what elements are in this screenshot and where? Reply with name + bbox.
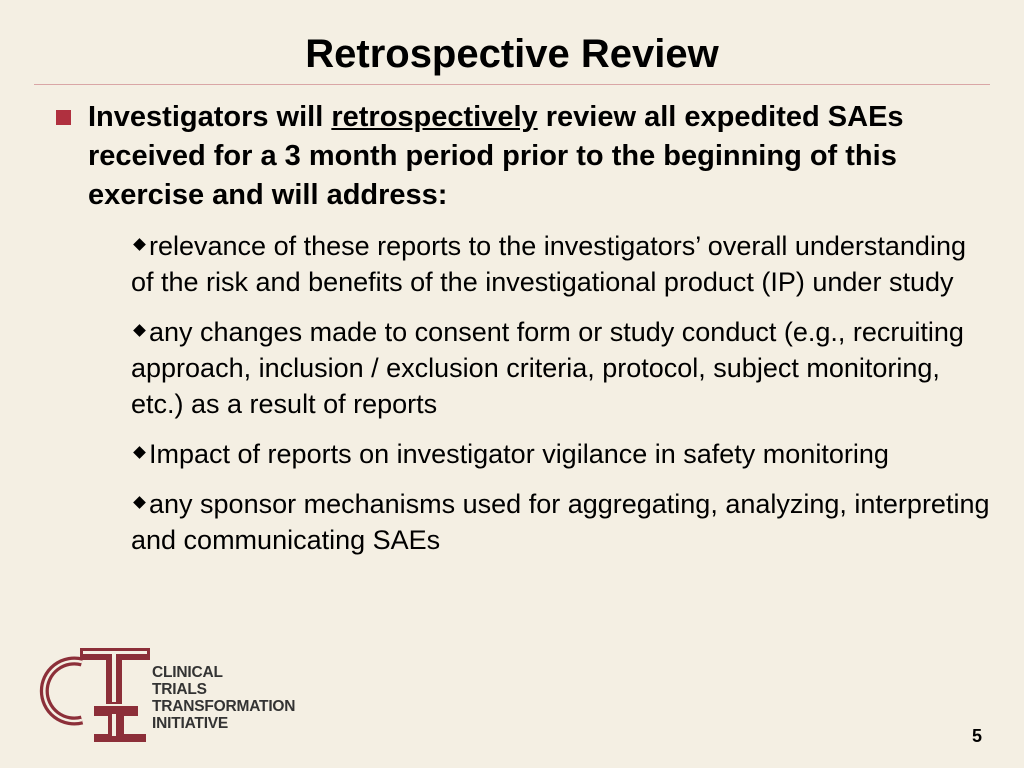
sub-bullet <box>131 228 991 300</box>
title-divider <box>34 84 990 85</box>
sub-bullet <box>131 314 991 422</box>
logo-line: INITIATIVE <box>152 715 229 732</box>
sub-bullet-text: any changes made to consent form or study conduct (e.g., recruiting approach, inclusion / exclusion criteria, protocol, subject monitoring, etc.) as a result of reports <box>131 317 964 419</box>
main-bullet-after: review all expedited SAEs received for a 3 month period prior to the beginning of this exercise and will address: <box>88 101 904 211</box>
main-bullet-emphasis: retrospectively <box>331 101 538 133</box>
slide-title: Retrospective Review <box>305 32 719 76</box>
page-number: 5 <box>971 726 982 746</box>
logo-line: TRANSFORMATION <box>152 698 296 715</box>
logo-line: CLINICAL <box>152 664 223 681</box>
sub-bullet-text: Impact of reports on investigator vigilance in safety monitoring <box>149 439 889 469</box>
diamond-bullet-icon <box>133 496 146 509</box>
logo-line: TRIALS <box>152 681 207 698</box>
sub-bullet-text: any sponsor mechanisms used for aggregating, analyzing, interpreting and communicating SAEs <box>131 489 990 555</box>
sub-bullet <box>131 436 991 472</box>
sub-bullet <box>131 486 991 558</box>
logo-text <box>152 664 295 732</box>
sub-bullet-list <box>131 228 991 572</box>
main-bullet <box>54 98 974 215</box>
sub-bullet-text: relevance of these reports to the investigators’ overall understanding of the risk and benefits of the investigational product (IP) under study <box>131 231 966 297</box>
diamond-bullet-icon <box>133 446 146 459</box>
main-bullet-text <box>54 98 974 215</box>
diamond-bullet-icon <box>133 238 146 251</box>
square-bullet-icon <box>56 110 71 125</box>
diamond-bullet-icon <box>133 324 146 337</box>
main-bullet-before: Investigators will <box>88 101 332 133</box>
